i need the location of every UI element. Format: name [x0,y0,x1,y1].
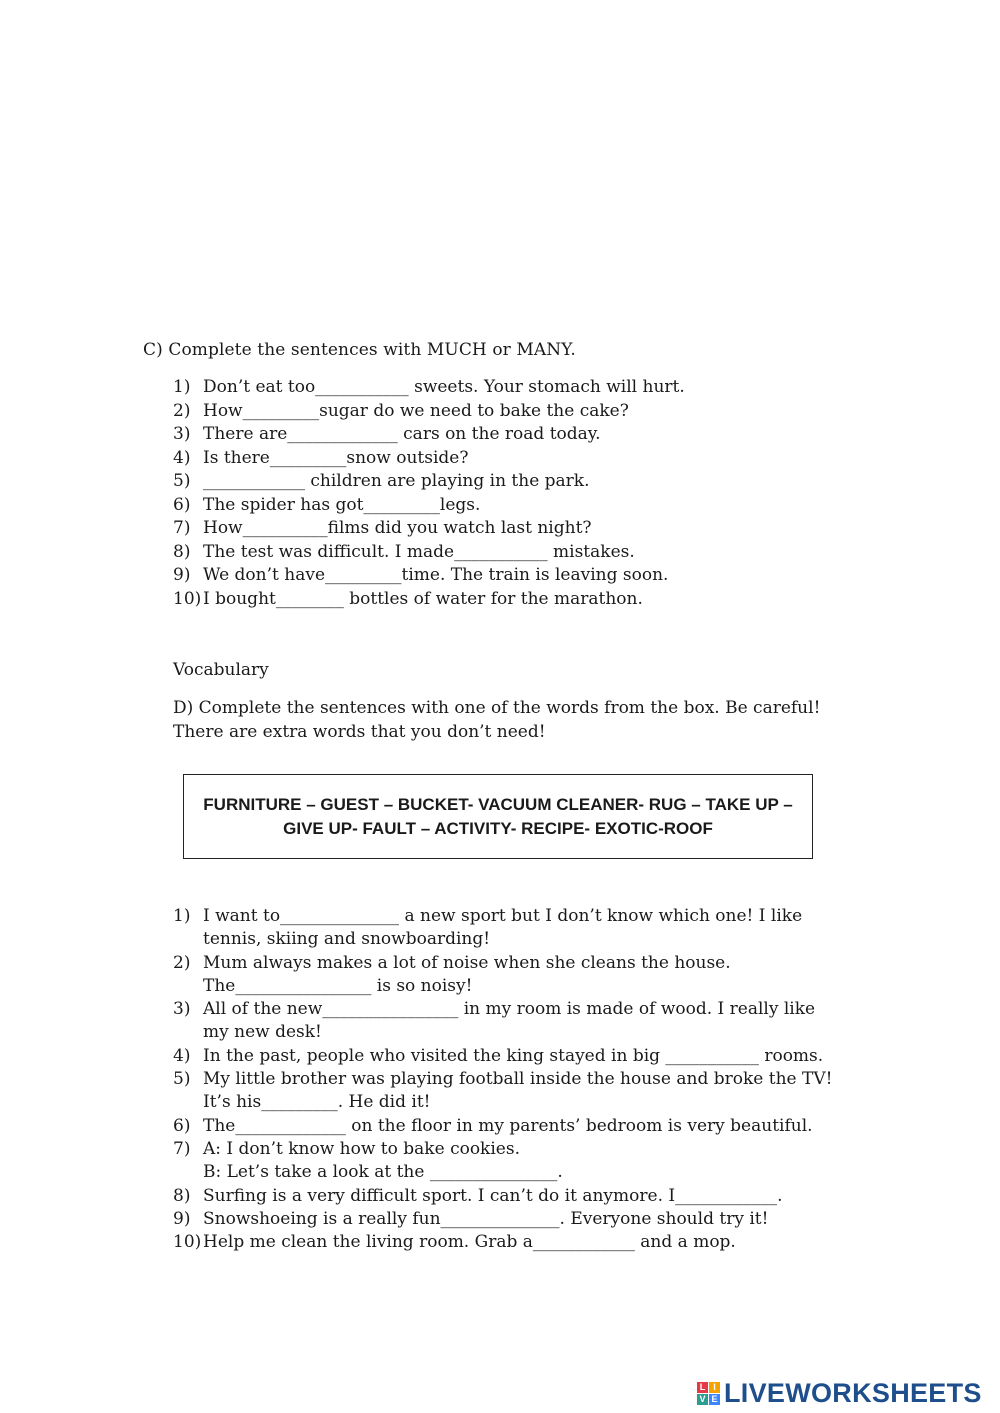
item-number: 4) [173,1045,191,1066]
sentence-line-1: In the past, people who visited the king stayed in big ___________ rooms. [203,1045,824,1066]
word-box-text: FURNITURE – GUEST – BUCKET- VACUUM CLEANER- RUG – TAKE UP – GIVE UP- FAULT – ACTIVITY- RECIPE- EXOTIC-ROOF [203,795,793,838]
list-item [173,998,893,1045]
logo-mark-icon [697,1382,720,1405]
list-item [173,1208,893,1231]
item-number: 9) [173,565,191,585]
item-number: 1) [173,377,191,397]
item-number: 10) [173,1232,202,1253]
sentence: How__________films did you watch last night? [203,518,592,538]
vocabulary-heading: Vocabulary [173,660,269,680]
section-c-list [173,376,685,611]
list-item [173,1138,893,1185]
sentence: The test was difficult. I made___________ mistakes. [203,541,635,562]
sentence-line-2: The________________ is so noisy! [203,975,473,996]
item-number: 3) [173,999,191,1020]
list-item [173,952,893,999]
item-number: 3) [173,424,191,444]
list-item [173,447,685,471]
item-number: 8) [173,541,191,562]
item-number: 1) [173,906,191,926]
item-number: 6) [173,1115,191,1136]
item-number: 2) [173,952,191,973]
list-item [173,541,685,565]
sentence-line-1: I want to______________ a new sport but I don’t know which one! I like [203,906,803,926]
item-number: 6) [173,494,191,515]
section-d-list [173,905,893,1254]
list-item [173,376,685,400]
sentence: Is there_________snow outside? [203,447,469,468]
item-number: 7) [173,1138,191,1159]
sentence-line-1: Surfing is a very difficult sport. I can’t do it anymore. I____________. [203,1185,783,1206]
sentence: There are_____________ cars on the road today. [203,424,601,444]
item-number: 5) [173,1069,191,1090]
sentence-line-1: A: I don’t know how to bake cookies. [203,1138,520,1159]
section-c-title: C) Complete the sentences with MUCH or MANY. [143,340,576,360]
section-d-instruction: D) Complete the sentences with one of the words from the box. Be careful! There are extra words that you don’t need! [173,698,821,742]
sentence-line-2: B: Let’s take a look at the _______________. [203,1162,563,1183]
list-item [173,423,685,447]
sentence-line-1: The_____________ on the floor in my parents’ bedroom is very beautiful. [203,1115,813,1136]
sentence: ____________ children are playing in the park. [203,471,590,491]
sentence-line-2: tennis, skiing and snowboarding! [203,929,491,950]
sentence: How_________sugar do we need to bake the cake? [203,400,629,421]
list-item [173,400,685,424]
sentence-line-1: Mum always makes a lot of noise when she cleans the house. [203,952,731,973]
list-item [173,470,685,494]
sentence: Don’t eat too___________ sweets. Your stomach will hurt. [203,377,685,397]
item-number: 7) [173,518,191,538]
list-item [173,905,893,952]
list-item [173,1068,893,1115]
sentence-line-2: It’s his_________. He did it! [203,1092,431,1113]
sentence-line-1: Help me clean the living room. Grab a____________ and a mop. [203,1232,736,1253]
list-item [173,517,685,541]
list-item [173,1185,893,1208]
item-number: 8) [173,1185,191,1206]
item-number: 9) [173,1208,191,1229]
list-item [173,588,685,612]
logo-mark-letter: E [709,1394,720,1405]
item-number: 2) [173,400,191,421]
sentence: We don’t have_________time. The train is leaving soon. [203,565,669,585]
list-item [173,494,685,518]
list-item [173,1045,893,1068]
sentence: The spider has got_________legs. [203,494,481,515]
logo-mark-letter: L [697,1382,708,1393]
sentence-line-2: my new desk! [203,1022,322,1043]
sentence-line-1: Snowshoeing is a really fun______________. Everyone should try it! [203,1208,769,1229]
sentence-line-1: My little brother was playing football inside the house and broke the TV! [203,1069,833,1090]
word-box [183,774,813,859]
item-number: 10) [173,588,202,609]
list-item [173,1115,893,1138]
logo-text: LIVEWORKSHEETS [724,1377,982,1408]
item-number: 5) [173,471,191,491]
list-item [173,1231,893,1254]
liveworksheets-logo[interactable] [697,1378,982,1408]
logo-mark-letter: V [697,1394,708,1405]
logo-mark-letter: I [709,1382,720,1393]
sentence: I bought________ bottles of water for the marathon. [203,588,643,609]
list-item [173,564,685,588]
item-number: 4) [173,447,191,468]
sentence-line-1: All of the new________________ in my room is made of wood. I really like [203,999,816,1020]
